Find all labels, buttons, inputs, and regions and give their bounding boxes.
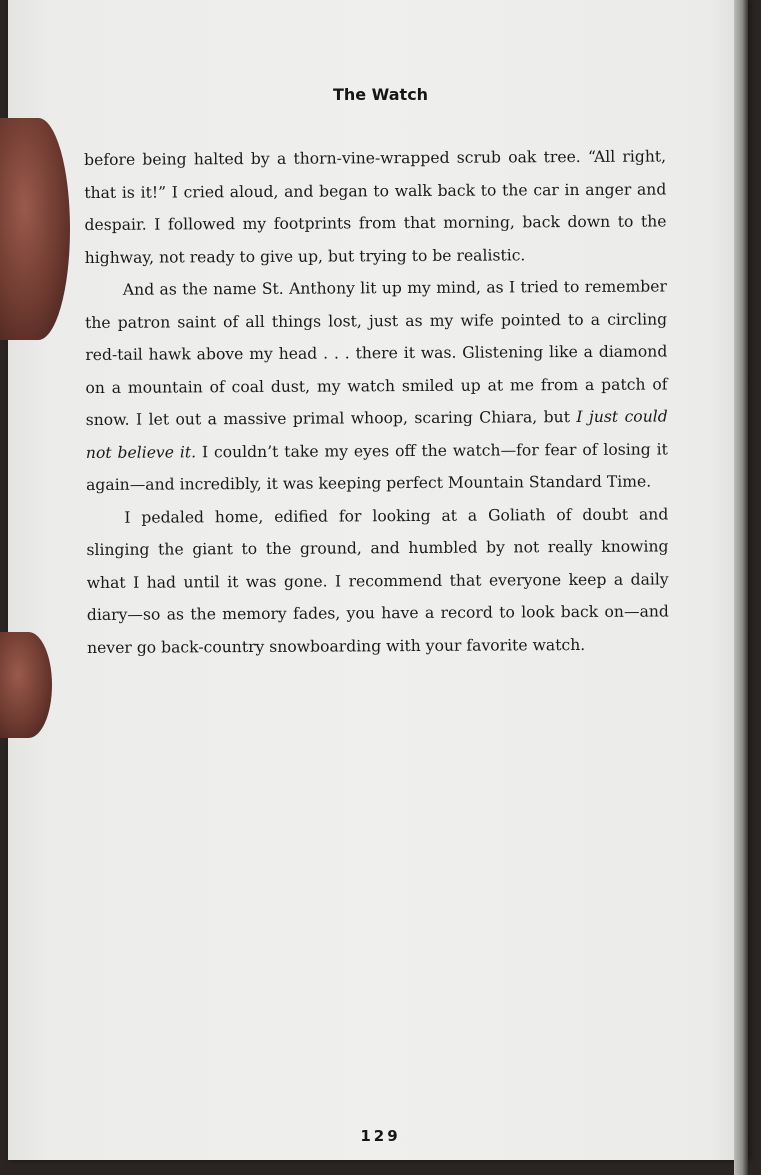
- finger-bottom: [0, 632, 52, 738]
- paragraph-3: I pedaled home, edified for looking at a Goliath of doubt and slinging the giant to the ground, and humbled by not really knowing what I had until it was gone. I recommend that everyone keep a daily diary—so as the memory fades, you have a record to look back on—and never go back-country snowboarding with your favorite watch.: [86, 504, 669, 657]
- paragraph-2: [85, 270, 668, 501]
- paragraph-2-text-start: And as the name St. Anthony lit up my mind, as I tried to remember the patron saint of all things lost, just as my wife pointed to a circling red-tail hawk above my head . . . there it was. Glistening like a diamond on a mountain of coal dust, my watch smiled up at me from a patch of snow. I let out a massive primal whoop, scaring Chiara, but: [85, 277, 668, 429]
- finger-top: [0, 118, 70, 340]
- paragraph-2-italic: I just could not believe it.: [85, 407, 668, 462]
- body-text: [84, 140, 669, 664]
- page-edge: [734, 0, 748, 1175]
- page-number: 129: [360, 1127, 401, 1145]
- paragraph-1: before being halted by a thorn-vine-wrapped scrub oak tree. “All right, that is it!” I cried aloud, and began to walk back to the car in anger and despair. I followed my footprints from that morning, back down to the highway, not ready to give up, but trying to be realistic.: [84, 147, 667, 267]
- running-head-title: The Watch: [332, 85, 429, 104]
- paragraph-2-text-end: I couldn’t take my eyes off the watch—for fear of losing it again—and incredibly, it was keeping perfect Mountain Standard Time.: [86, 439, 668, 494]
